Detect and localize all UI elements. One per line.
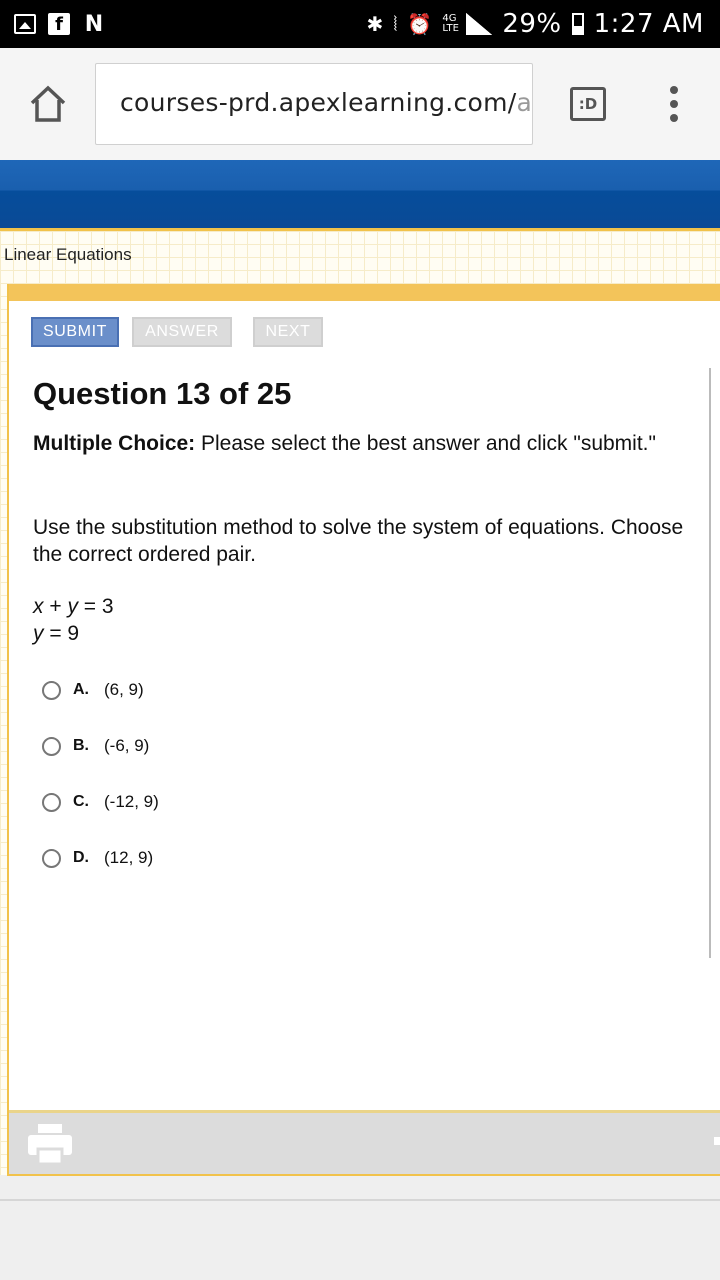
radio-button[interactable]: [42, 793, 61, 812]
print-icon[interactable]: [27, 1123, 73, 1165]
choice-letter: C.: [73, 793, 89, 810]
choice-a[interactable]: [42, 675, 144, 705]
gallery-icon: [14, 14, 36, 34]
choice-text: (6, 9): [104, 680, 144, 699]
footer-arrow-icon[interactable]: [714, 1137, 720, 1145]
choice-c[interactable]: [42, 787, 159, 817]
battery-icon: [572, 13, 584, 35]
signal-icon: [466, 13, 492, 35]
choice-text: (-6, 9): [104, 736, 150, 755]
radio-button[interactable]: [42, 737, 61, 756]
equation-system: [33, 593, 114, 647]
question-instruction: [33, 430, 673, 457]
choice-d[interactable]: [42, 843, 154, 873]
submit-button[interactable]: SUBMIT: [31, 317, 119, 347]
home-icon[interactable]: [28, 84, 68, 124]
next-button[interactable]: NEXT: [253, 317, 323, 347]
scrollbar[interactable]: [709, 368, 711, 958]
question-title: Question 13 of 25: [33, 376, 292, 411]
site-header-band: [0, 160, 720, 228]
choice-b[interactable]: [42, 731, 150, 761]
url-text: courses-prd.apexlearning.com/: [120, 88, 517, 117]
clock: 1:27 AM: [593, 9, 704, 39]
equation-2: y = 9: [33, 622, 80, 645]
vibrate-icon: ⦚: [393, 12, 398, 36]
facebook-icon: f: [48, 13, 70, 35]
radio-button[interactable]: [42, 849, 61, 868]
choice-letter: B.: [73, 737, 89, 754]
choice-letter: A.: [73, 681, 89, 698]
instruction-text: Please select the best answer and click "submit.": [195, 432, 656, 455]
choice-text: (-12, 9): [104, 792, 159, 811]
browser-toolbar: [0, 48, 720, 160]
overflow-menu-icon[interactable]: [664, 86, 684, 122]
netflix-icon: N: [84, 11, 104, 37]
battery-percent: 29%: [502, 9, 562, 39]
network-type: 4G LTE: [442, 13, 459, 34]
radio-button[interactable]: [42, 681, 61, 700]
question-card: [7, 284, 720, 1176]
card-footer: [9, 1110, 720, 1174]
answer-button[interactable]: ANSWER: [132, 317, 232, 347]
tabs-button[interactable]: :D: [570, 87, 606, 121]
page-bottom-divider: [0, 1199, 720, 1201]
card-top-bar: [9, 284, 720, 301]
alarm-icon: ⏰: [407, 12, 433, 36]
bluetooth-icon: ✱: [366, 12, 384, 36]
question-body: Use the substitution method to solve the system of equations. Choose the correct ordered pair.: [33, 516, 684, 566]
url-text-fade: a: [516, 88, 533, 117]
choice-letter: D.: [73, 849, 89, 866]
status-bar: [0, 0, 720, 48]
equation-1: x + y = 3: [33, 595, 114, 618]
instruction-label: Multiple Choice:: [33, 432, 196, 455]
breadcrumb: Linear Equations: [4, 245, 132, 264]
url-bar[interactable]: [95, 63, 533, 145]
choice-text: (12, 9): [104, 848, 154, 867]
